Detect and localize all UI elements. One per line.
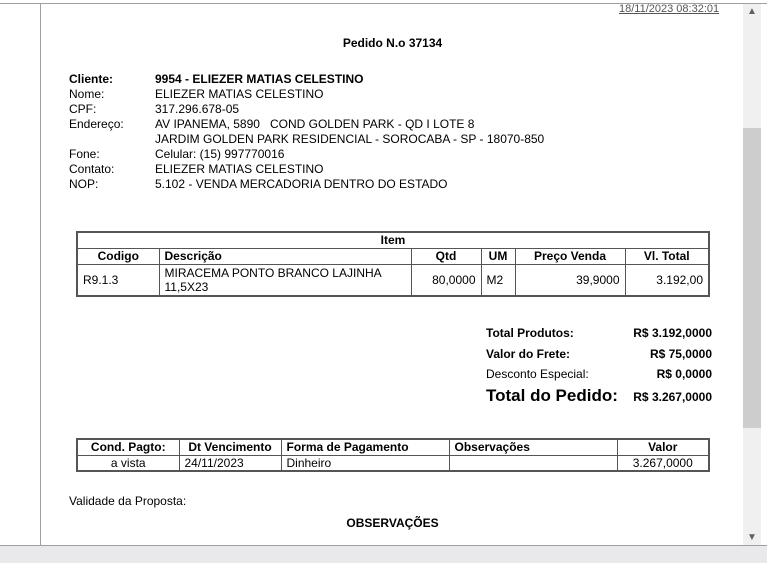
- frete-value: R$ 75,0000: [649, 347, 712, 361]
- cpf-value: 317.296.678-05: [155, 102, 240, 116]
- client-info: [69, 72, 544, 192]
- cell-forma: Dinheiro: [281, 455, 449, 471]
- cpf-label: CPF:: [69, 102, 97, 116]
- col-preco: Preço Venda: [515, 248, 625, 264]
- cell-um: M2: [481, 264, 515, 296]
- page-title: Pedido N.o 37134: [342, 36, 443, 50]
- table-row: [77, 264, 709, 296]
- frete-label: Valor do Frete:: [486, 347, 571, 361]
- bottom-bar: [0, 545, 767, 563]
- cell-total: 3.192,00: [625, 264, 709, 296]
- nop-value: 5.102 - VENDA MERCADORIA DENTRO DO ESTADO: [155, 177, 448, 191]
- nop-label: NOP:: [69, 177, 99, 191]
- desconto-value: R$ 0,0000: [656, 367, 712, 381]
- address-label-blank: [69, 132, 155, 147]
- validade-label: Validade da Proposta:: [69, 494, 187, 508]
- cell-qtd: 80,0000: [411, 264, 481, 296]
- col-valor: Valor: [617, 439, 709, 455]
- scroll-down-icon[interactable]: ▼: [747, 532, 757, 543]
- phone-value: Celular: (15) 997770016: [155, 147, 285, 161]
- contact-label: Contato:: [69, 162, 115, 176]
- total-pedido-value: R$ 3.267,0000: [633, 390, 712, 404]
- address-line1: AV IPANEMA, 5890 COND GOLDEN PARK - QD I LOTE 8: [155, 117, 475, 131]
- total-pedido-label: Total do Pedido:: [486, 386, 618, 405]
- scroll-up-icon[interactable]: ▲: [747, 6, 757, 17]
- total-produtos-label: Total Produtos:: [486, 326, 574, 340]
- cell-descricao: MIRACEMA PONTO BRANCO LAJINHA 11,5X23: [159, 264, 411, 296]
- total-produtos-value: R$ 3.192,0000: [633, 326, 712, 340]
- payment-table: [76, 438, 710, 472]
- col-codigo: Codigo: [77, 248, 159, 264]
- col-vencimento: Dt Vencimento: [179, 439, 281, 455]
- cell-vencimento: 24/11/2023: [179, 455, 281, 471]
- col-cond: Cond. Pagto:: [77, 439, 179, 455]
- name-label: Nome:: [69, 87, 105, 101]
- scrollbar-thumb[interactable]: [743, 128, 761, 428]
- items-caption: Item: [77, 232, 709, 248]
- cell-codigo: R9.1.3: [77, 264, 159, 296]
- contact-value: ELIEZER MATIAS CELESTINO: [155, 162, 324, 176]
- cell-preco: 39,9000: [515, 264, 625, 296]
- desconto-label: Desconto Especial:: [486, 367, 589, 381]
- col-um: UM: [481, 248, 515, 264]
- address-line2: JARDIM GOLDEN PARK RESIDENCIAL - SOROCABA - SP - 18070-850: [155, 132, 545, 146]
- cell-valor: 3.267,0000: [617, 455, 709, 471]
- col-total: Vl. Total: [625, 248, 709, 264]
- page-left-border: [40, 4, 41, 545]
- client-label: Cliente:: [69, 72, 114, 86]
- timestamp: 18/11/2023 08:32:01: [619, 3, 720, 15]
- col-descricao: Descrição: [159, 248, 411, 264]
- vertical-scrollbar[interactable]: [743, 4, 761, 545]
- table-row: [77, 455, 709, 471]
- name-value: ELIEZER MATIAS CELESTINO: [155, 87, 324, 101]
- cell-cond: a vista: [77, 455, 179, 471]
- col-obs: Observações: [449, 439, 617, 455]
- client-value: 9954 - ELIEZER MATIAS CELESTINO: [155, 72, 364, 86]
- observacoes-heading: OBSERVAÇÕES: [346, 516, 439, 530]
- phone-label: Fone:: [69, 147, 100, 161]
- col-forma: Forma de Pagamento: [281, 439, 449, 455]
- items-table: [76, 231, 710, 297]
- col-qtd: Qtd: [411, 248, 481, 264]
- address-label: Endereço:: [69, 117, 124, 131]
- cell-obs: [449, 455, 617, 471]
